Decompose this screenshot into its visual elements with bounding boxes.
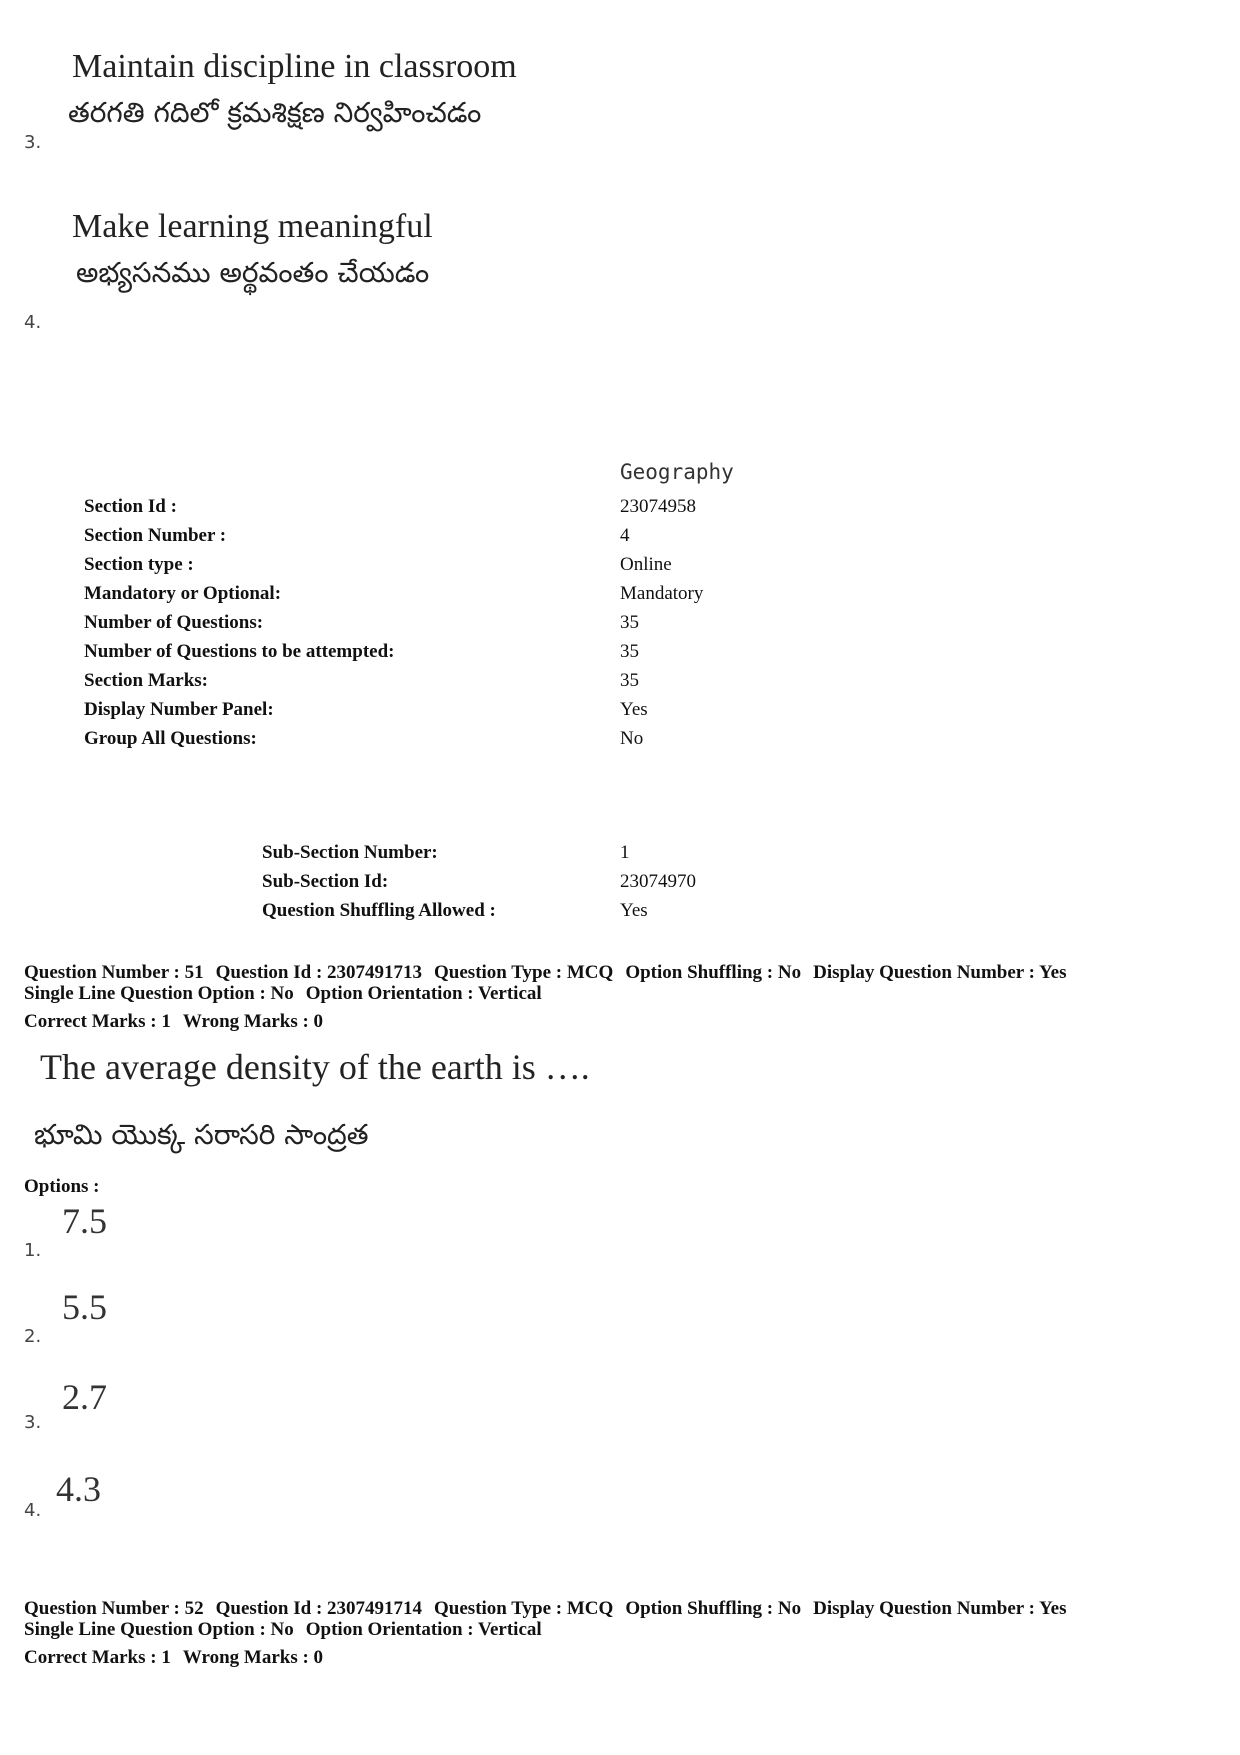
- subsection-field-label: Question Shuffling Allowed :: [262, 900, 496, 921]
- section-field-value: 35: [620, 670, 639, 691]
- section-field-label: Number of Questions to be attempted:: [84, 641, 395, 662]
- question-meta-line-2: [24, 983, 1078, 1004]
- option-3-value[interactable]: 2.7: [62, 1377, 107, 1417]
- section-field-label: Section Marks:: [84, 670, 209, 691]
- question-number: Question Number : 52: [24, 1598, 204, 1619]
- prev-option-4-telugu: అభ్యసనము అర్థవంతం చేయడం: [76, 256, 430, 289]
- prev-option-4-english: Make learning meaningful: [72, 208, 433, 245]
- section-name: Geography: [620, 460, 734, 484]
- options-label: Options :: [24, 1176, 100, 1197]
- subsection-field-value: Yes: [620, 900, 648, 921]
- section-field-label: Section Id :: [84, 496, 177, 517]
- section-field-value: 35: [620, 641, 639, 662]
- question-51-meta: [24, 962, 1078, 1032]
- question-number: Question Number : 51: [24, 962, 204, 983]
- subsection-field-label: Sub-Section Id:: [262, 871, 389, 892]
- section-field-value: Online: [620, 554, 672, 575]
- section-field-label: Mandatory or Optional:: [84, 583, 282, 604]
- option-1-value[interactable]: 7.5: [62, 1201, 107, 1241]
- display-question-number: Display Question Number : Yes: [813, 1598, 1067, 1619]
- option-2-number: 2.: [24, 1326, 42, 1347]
- correct-marks: Correct Marks : 1: [24, 1647, 171, 1668]
- option-3-number: 3.: [24, 1412, 42, 1433]
- correct-marks: Correct Marks : 1: [24, 1011, 171, 1032]
- section-field-label: Group All Questions:: [84, 728, 257, 749]
- question-marks: [24, 1647, 1078, 1668]
- section-field-value: 35: [620, 612, 639, 633]
- question-meta-line-1: [24, 962, 1078, 983]
- wrong-marks: Wrong Marks : 0: [182, 1011, 324, 1032]
- section-field-value: No: [620, 728, 644, 749]
- question-51-text-english: The average density of the earth is ….: [40, 1047, 590, 1087]
- wrong-marks: Wrong Marks : 0: [182, 1647, 324, 1668]
- option-4-value[interactable]: 4.3: [56, 1469, 101, 1509]
- option-shuffling: Option Shuffling : No: [625, 962, 802, 983]
- subsection-field-value: 23074970: [620, 871, 696, 892]
- section-field-value: 4: [620, 525, 630, 546]
- option-2-value[interactable]: 5.5: [62, 1287, 107, 1327]
- section-field-value: 23074958: [620, 496, 696, 517]
- question-meta-line-1: [24, 1598, 1078, 1619]
- question-id: Question Id : 2307491713: [215, 962, 423, 983]
- section-field-label: Number of Questions:: [84, 612, 264, 633]
- section-field-label: Section type :: [84, 554, 194, 575]
- prev-option-3-number: 3.: [24, 132, 42, 153]
- prev-option-3-english: Maintain discipline in classroom: [72, 48, 517, 85]
- single-line-option: Single Line Question Option : No: [24, 983, 294, 1004]
- subsection-field-label: Sub-Section Number:: [262, 842, 438, 863]
- section-field-label: Section Number :: [84, 525, 227, 546]
- question-51-text-telugu: భూమి యొక్క సరాసరి సాంద్రత: [34, 1118, 369, 1151]
- question-meta-line-2: [24, 1619, 1078, 1640]
- section-field-value: Yes: [620, 699, 648, 720]
- question-type: Question Type : MCQ: [434, 1598, 614, 1619]
- option-1-number: 1.: [24, 1240, 42, 1261]
- prev-option-4-number: 4.: [24, 312, 42, 333]
- single-line-option: Single Line Question Option : No: [24, 1619, 294, 1640]
- option-orientation: Option Orientation : Vertical: [305, 983, 542, 1004]
- option-orientation: Option Orientation : Vertical: [305, 1619, 542, 1640]
- question-marks: [24, 1011, 1078, 1032]
- option-shuffling: Option Shuffling : No: [625, 1598, 802, 1619]
- section-field-label: Display Number Panel:: [84, 699, 274, 720]
- section-field-value: Mandatory: [620, 583, 704, 604]
- question-type: Question Type : MCQ: [434, 962, 614, 983]
- display-question-number: Display Question Number : Yes: [813, 962, 1067, 983]
- question-id: Question Id : 2307491714: [215, 1598, 423, 1619]
- prev-option-3-telugu: తరగతి గదిలో క్రమశిక్షణ నిర్వహించడం: [68, 96, 482, 129]
- option-4-number: 4.: [24, 1500, 42, 1521]
- subsection-field-value: 1: [620, 842, 630, 863]
- question-52-meta: [24, 1598, 1078, 1668]
